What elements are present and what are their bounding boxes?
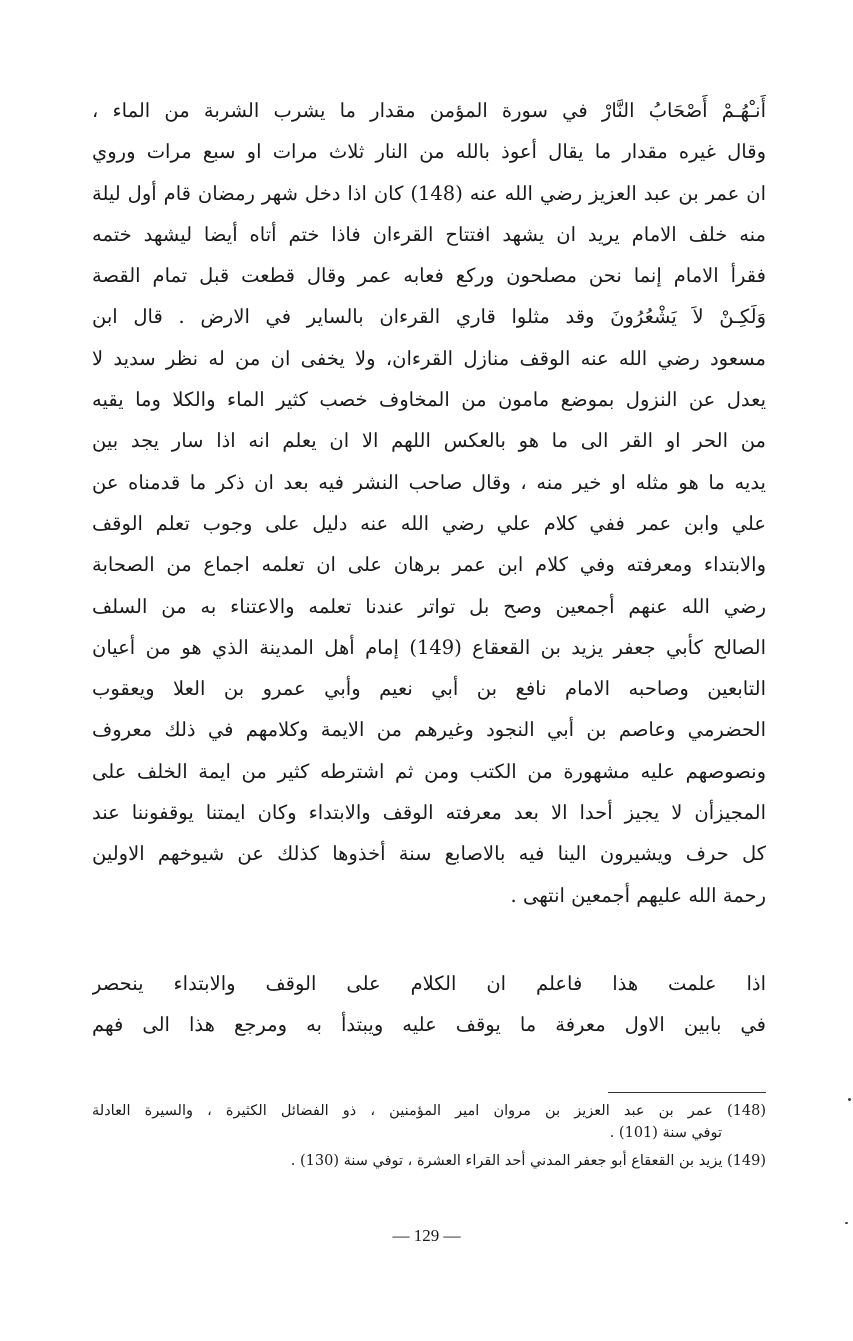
text-line: أَنـْهُـمْ أَصْحَابُ النَّارْ في سورة المؤمن مقدار ما يشرب الشربة من الماء ،	[92, 99, 766, 122]
main-paragraph	[92, 90, 766, 916]
text-line: منه خلف الامام يريد ان يشهد افتتاح القرءان فاذا ختم أتاه أيضا ليشهد ختمه	[92, 222, 766, 246]
text-line: من الحر او القر الى ما هو بالعكس اللهم الا ان يعلم انه اذا سار يجد بين	[92, 429, 766, 453]
text-line: وقال غيره مقدار ما يقال أعوذ بالله من النار ثلاث مرات او سبع مرات وروي	[92, 140, 766, 164]
text-line: التابعين وصاحبه الامام نافع بن أبي نعيم وأبي عمرو بن العلا ويعقوب	[92, 677, 766, 701]
text-line: مسعود رضي الله عنه الوقف منازل القرءان، ولا يخفى ان من له نظر سديد لا	[92, 346, 766, 370]
text-line: ونصوصهم عليه مشهورة من الكتب ومن ثم اشترطه كثير من ايمة الخلف على	[92, 759, 766, 783]
text-line: يعدل عن النزول بموضع مامون من المخاوف خصب كثير الماء والكلا وما يقيه	[92, 388, 766, 412]
footnote-148: (148) عمر بن عبد العزيز بن مروان امير المؤمنين ، ذو الفضائل الكثيرة ، والسيرة العادلة	[92, 1103, 766, 1119]
text-line: وَلَكِـنْ لاَ يَشْعُرُونَ وقد مثلوا قاري القرءان بالساير في الارض . قال ابن	[92, 305, 766, 329]
footnote-separator	[608, 1092, 766, 1093]
text-line: والابتداء ومعرفته وفي كلام ابن عمر برهان على ان تعلمه اجماع من الصحابة	[92, 553, 766, 577]
footnote-149: (149) يزيد بن القعقاع أبو جعفر المدني أحد القراء العشرة ، توفي سنة (130) .	[290, 1153, 766, 1169]
text-line: اذا علمت هذا فاعلم ان الكلام على الوقف والابتداء ينحصر	[92, 972, 766, 995]
text-line: في بابين الاول معرفة ما يوقف عليه ويبتدأ به ومرجع هذا الى فهم	[92, 1013, 766, 1037]
second-paragraph	[92, 963, 766, 1046]
scan-speck	[845, 1222, 848, 1224]
footnotes	[92, 1100, 766, 1172]
text-line: علي وابن عمر ففي كلام علي رضي الله عنه دليل على وجوب تعلم الوقف	[92, 511, 766, 535]
text-line: رضي الله عنهم أجمعين وصح بل تواتر عندنا تعلمه والاعتناء به من السلف	[92, 594, 766, 618]
text-line: رحمة الله عليهم أجمعين انتهى .	[510, 883, 766, 907]
footnote-148-continuation: توفي سنة (101) .	[609, 1125, 722, 1141]
text-line: المجيزأن لا يجيز أحدا الا بعد معرفته الوقف والابتداء وكان ايمتنا يوقفوننا عند	[92, 801, 766, 825]
scan-speck	[848, 1098, 851, 1101]
text-line: كل حرف ويشيرون الينا فيه بالاصابع سنة أخذوها كذلك عن شيوخهم الاولين	[92, 842, 766, 866]
text-line: يديه ما هو مثله او خير منه ، وقال صاحب النشر فيه بعد ان ذكر ما قدمناه عن	[92, 470, 766, 494]
page-number: — 129 —	[392, 1226, 461, 1245]
text-line: الصالح كأبي جعفر يزيد بن القعقاع (149) إمام أهل المدينة الذي هو من أعيان	[92, 635, 766, 659]
text-line: فقرأ الامام إنما نحن مصلحون وركع فعابه عمر وقال قطعت قبل تمام القصة	[92, 264, 766, 288]
text-line: الحضرمي وعاصم بن أبي النجود وغيرهم من الايمة وكلامهم في ذلك معروف	[92, 718, 766, 742]
text-line: ان عمر بن عبد العزيز رضي الله عنه (148) كان اذا دخل شهر رمضان قام أول ليلة	[92, 181, 766, 205]
